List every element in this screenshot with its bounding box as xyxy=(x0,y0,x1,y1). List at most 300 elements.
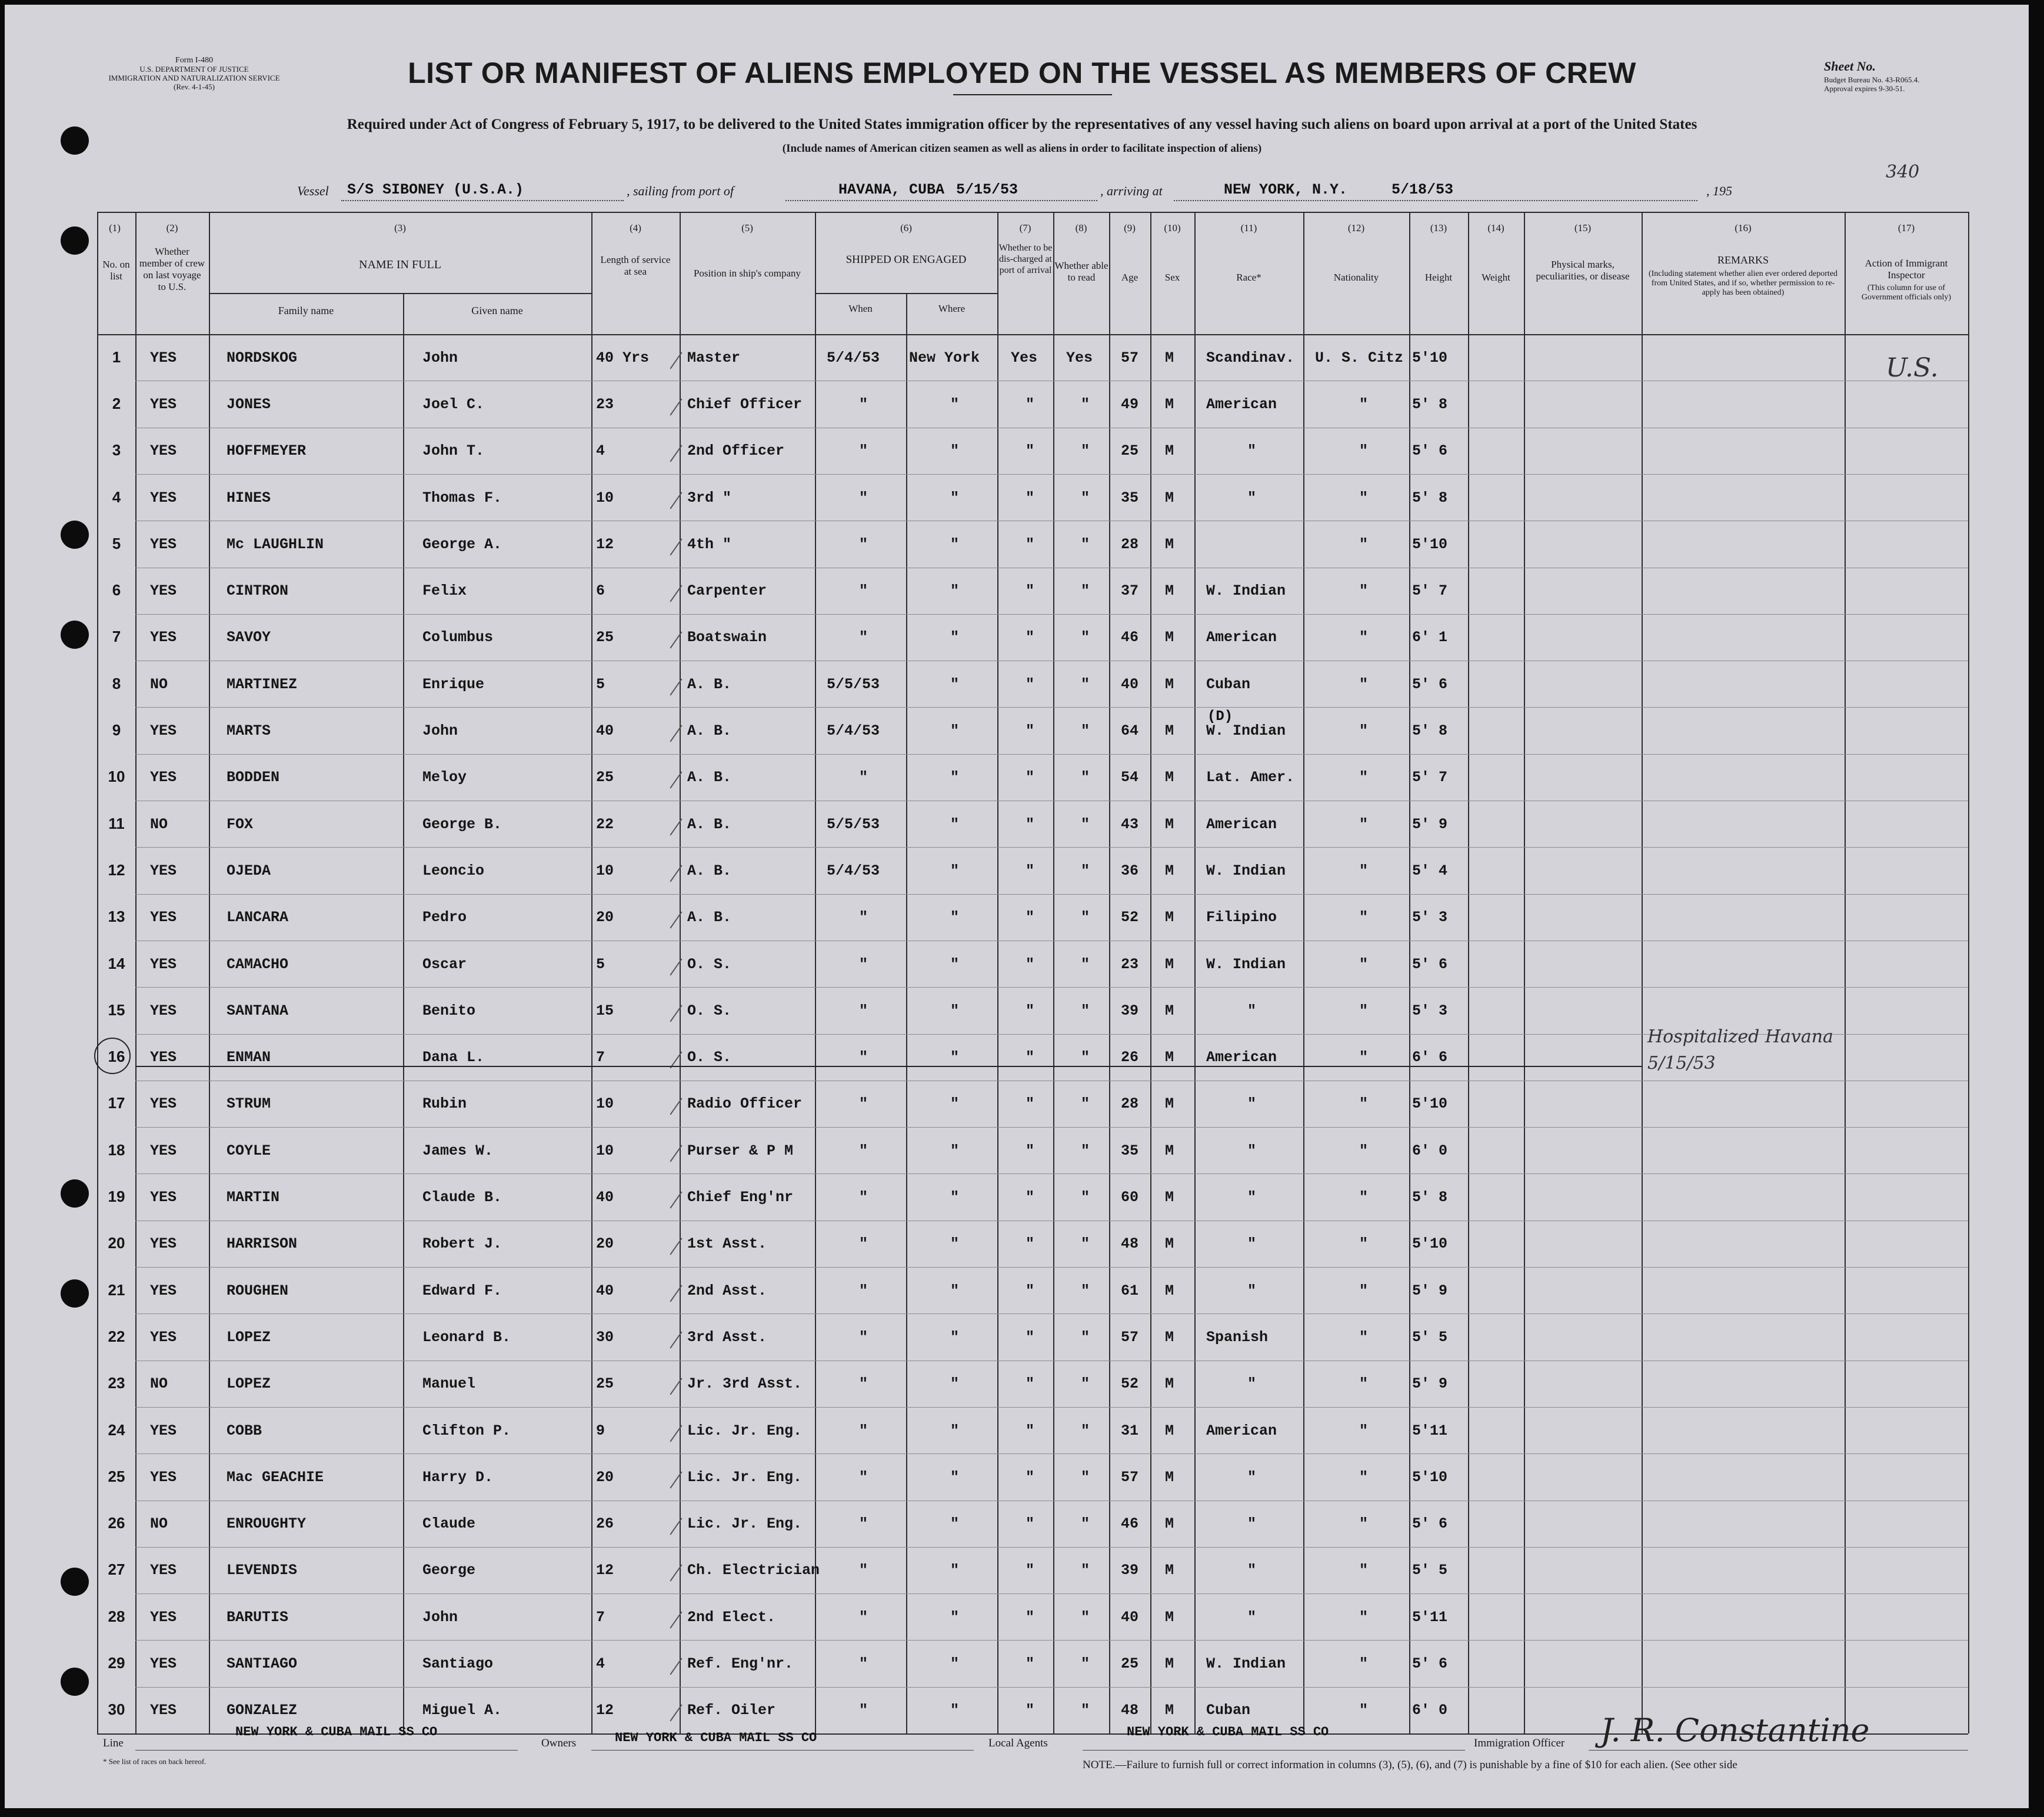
row-number: 17 xyxy=(108,1094,125,1112)
cell-age: 31 xyxy=(1121,1422,1139,1439)
cell-shipped-when: " xyxy=(859,1422,868,1439)
cell-given-name: Pedro xyxy=(422,909,467,926)
cell-position: Chief Eng'nr xyxy=(687,1189,794,1206)
cell-family-name: LOPEZ xyxy=(227,1329,271,1346)
col-6-number: (6) xyxy=(900,222,912,234)
cell-given-name: George B. xyxy=(422,816,502,833)
cell-position: Carpenter xyxy=(687,582,767,599)
arriving-at-label: , arriving at xyxy=(1100,184,1163,198)
remarks-row16-line2: 5/15/53 xyxy=(1647,1053,1716,1073)
cell-race: " xyxy=(1247,489,1257,506)
cell-shipped-when: 5/5/53 xyxy=(827,676,880,693)
cell-service-length: 10 xyxy=(596,489,614,506)
cell-shipped-when: " xyxy=(859,1562,868,1579)
cell-race: " xyxy=(1247,1002,1257,1019)
cell-shipped-when: " xyxy=(859,1095,868,1112)
cell-age: 48 xyxy=(1121,1235,1139,1252)
cell-given-name: Claude xyxy=(422,1515,476,1532)
cell-sex: M xyxy=(1165,489,1174,506)
cell-height: 5' 8 xyxy=(1412,489,1448,506)
cell-able-to-read: " xyxy=(1081,1562,1090,1579)
header-height: Height xyxy=(1424,272,1453,283)
cell-given-name: John T. xyxy=(422,442,485,459)
cell-service-length: 4 xyxy=(596,442,605,459)
row-number: 25 xyxy=(108,1468,125,1485)
cell-crew-last-voyage: YES xyxy=(150,1609,177,1626)
cell-able-to-read: " xyxy=(1081,1235,1090,1252)
cell-crew-last-voyage: NO xyxy=(150,816,168,833)
row-rule xyxy=(135,894,1968,895)
cell-given-name: Dana L. xyxy=(422,1049,485,1066)
punch-hole xyxy=(61,226,89,255)
footer-owners-label: Owners xyxy=(541,1737,577,1749)
row-number: 7 xyxy=(112,628,121,645)
cell-age: 60 xyxy=(1121,1189,1139,1206)
cell-age: 57 xyxy=(1121,349,1139,366)
col-16-number: (16) xyxy=(1735,222,1752,234)
cell-given-name: Manuel xyxy=(422,1375,476,1392)
cell-race: " xyxy=(1247,1189,1257,1206)
cell-race: " xyxy=(1247,1095,1257,1112)
col-7-number: (7) xyxy=(1019,222,1031,234)
cell-able-to-read: " xyxy=(1081,396,1090,413)
cell-height: 5'10 xyxy=(1412,536,1448,553)
row-rule xyxy=(135,1547,1968,1548)
cell-nationality: " xyxy=(1359,1189,1369,1206)
header-sex: Sex xyxy=(1164,272,1180,283)
cell-able-to-read: " xyxy=(1081,1095,1090,1112)
punch-hole xyxy=(61,1279,89,1308)
header-position: Position in ship's company xyxy=(693,268,801,279)
cell-age: 57 xyxy=(1121,1469,1139,1486)
cell-race: Filipino xyxy=(1206,909,1277,926)
row-rule xyxy=(135,754,1968,755)
cell-shipped-when: " xyxy=(859,1235,868,1252)
row-number: 4 xyxy=(112,488,121,506)
cell-shipped-where: " xyxy=(950,1189,960,1206)
header-no-on-list: No. on list xyxy=(102,259,130,282)
header-shipped-engaged: SHIPPED OR ENGAGED xyxy=(845,254,967,266)
cell-position: 3rd Asst. xyxy=(687,1329,767,1346)
column-divider xyxy=(1409,212,1410,1733)
cell-race: " xyxy=(1247,1235,1257,1252)
cell-given-name: John xyxy=(422,1609,458,1626)
cell-position: Ref. Eng'nr. xyxy=(687,1655,794,1672)
header-when: When xyxy=(848,303,873,314)
cell-age: 48 xyxy=(1121,1702,1139,1719)
col-4-number: (4) xyxy=(630,222,641,234)
cell-height: 5' 9 xyxy=(1412,1282,1448,1299)
row-number: 5 xyxy=(112,535,121,552)
cell-height: 5' 5 xyxy=(1412,1562,1448,1579)
row-rule xyxy=(135,1127,1968,1128)
cell-able-to-read: " xyxy=(1081,1609,1090,1626)
cell-position: 1st Asst. xyxy=(687,1235,767,1252)
cell-sex: M xyxy=(1165,349,1174,366)
cell-given-name: John xyxy=(422,722,458,739)
cell-service-length: 5 xyxy=(596,956,605,973)
column-divider xyxy=(997,212,998,1733)
cell-shipped-when: " xyxy=(859,1329,868,1346)
cell-nationality: " xyxy=(1359,1329,1369,1346)
column-divider xyxy=(135,212,137,1733)
cell-nationality: " xyxy=(1359,909,1369,926)
row-number: 12 xyxy=(108,861,125,879)
cell-family-name: ENROUGHTY xyxy=(227,1515,307,1532)
cell-position: Lic. Jr. Eng. xyxy=(687,1515,803,1532)
cell-height: 5'10 xyxy=(1412,349,1448,366)
cell-race: Cuban xyxy=(1206,1702,1251,1719)
form-number: Form I-480 xyxy=(175,56,214,65)
cell-race: Cuban xyxy=(1206,676,1251,693)
row-number: 14 xyxy=(108,955,125,972)
cell-height: 5' 8 xyxy=(1412,1189,1448,1206)
cell-discharged: " xyxy=(1026,816,1035,833)
cell-able-to-read: " xyxy=(1081,956,1090,973)
cell-given-name: Enrique xyxy=(422,676,485,693)
department-name: U.S. DEPARTMENT OF JUSTICE xyxy=(139,65,249,74)
cell-able-to-read: " xyxy=(1081,676,1090,693)
cell-able-to-read: " xyxy=(1081,769,1090,786)
cell-shipped-where: New York xyxy=(909,349,980,366)
cell-given-name: Edward F. xyxy=(422,1282,502,1299)
cell-shipped-when: " xyxy=(859,536,868,553)
cell-able-to-read: " xyxy=(1081,1655,1090,1672)
column-divider xyxy=(906,293,907,1733)
footer-line-label: Line xyxy=(103,1737,124,1749)
cell-sex: M xyxy=(1165,816,1174,833)
cell-nationality: " xyxy=(1359,396,1369,413)
header-weight: Weight xyxy=(1482,272,1510,283)
document-title: LIST OR MANIFEST OF ALIENS EMPLOYED ON THE VESSEL AS MEMBERS OF CREW xyxy=(408,56,1636,89)
cell-race: Spanish xyxy=(1206,1329,1269,1346)
cell-service-length: 30 xyxy=(596,1329,614,1346)
cell-age: 46 xyxy=(1121,629,1139,646)
cell-crew-last-voyage: YES xyxy=(150,1329,177,1346)
cell-nationality: " xyxy=(1359,1049,1369,1066)
cell-height: 6' 6 xyxy=(1412,1049,1448,1066)
cell-family-name: NORDSKOG xyxy=(227,349,298,366)
col-17-number: (17) xyxy=(1897,222,1915,234)
cell-able-to-read: " xyxy=(1081,582,1090,599)
cell-family-name: SAVOY xyxy=(227,629,271,646)
footer-officer-rule xyxy=(1589,1750,1968,1751)
cell-position: Master xyxy=(687,349,741,366)
column-divider xyxy=(1968,212,1969,1733)
cell-given-name: Clifton P. xyxy=(422,1422,511,1439)
cell-sex: M xyxy=(1165,1282,1174,1299)
cell-position: A. B. xyxy=(687,816,732,833)
cell-discharged: " xyxy=(1026,1375,1035,1392)
cell-discharged: " xyxy=(1026,1422,1035,1439)
cell-shipped-when: " xyxy=(859,1609,868,1626)
row-number: 10 xyxy=(108,768,125,785)
row-number: 19 xyxy=(108,1188,125,1205)
cell-age: 26 xyxy=(1121,1049,1139,1066)
cell-race: Lat. Amer. xyxy=(1206,769,1295,786)
cell-height: 5'10 xyxy=(1412,1095,1448,1112)
cell-service-length: 25 xyxy=(596,1375,614,1392)
cell-shipped-when: 5/4/53 xyxy=(827,722,880,739)
cell-service-length: 20 xyxy=(596,1235,614,1252)
cell-shipped-where: " xyxy=(950,629,960,646)
cell-shipped-when: " xyxy=(859,489,868,506)
cell-age: 28 xyxy=(1121,536,1139,553)
cell-race: W. Indian xyxy=(1206,722,1286,739)
cell-sex: M xyxy=(1165,1655,1174,1672)
cell-discharged: " xyxy=(1026,1329,1035,1346)
cell-sex: M xyxy=(1165,1562,1174,1579)
cell-crew-last-voyage: YES xyxy=(150,1235,177,1252)
cell-crew-last-voyage: YES xyxy=(150,349,177,366)
cell-position: 2nd Asst. xyxy=(687,1282,767,1299)
cell-position: Lic. Jr. Eng. xyxy=(687,1469,803,1486)
cell-crew-last-voyage: NO xyxy=(150,1515,168,1532)
col-10-number: (10) xyxy=(1164,222,1181,234)
cell-able-to-read: " xyxy=(1081,489,1090,506)
cell-crew-last-voyage: YES xyxy=(150,1002,177,1019)
table-header-bottom xyxy=(97,334,1968,335)
cell-discharged: " xyxy=(1026,1655,1035,1672)
column-divider xyxy=(97,212,98,1733)
cell-given-name: George A. xyxy=(422,536,502,553)
cell-sex: M xyxy=(1165,676,1174,693)
cell-service-length: 26 xyxy=(596,1515,614,1532)
cell-able-to-read: " xyxy=(1081,1002,1090,1019)
cell-service-length: 10 xyxy=(596,862,614,879)
cell-race: American xyxy=(1206,816,1277,833)
cell-nationality: " xyxy=(1359,1422,1369,1439)
cell-crew-last-voyage: YES xyxy=(150,956,177,973)
column-divider xyxy=(591,212,592,1733)
cell-sex: M xyxy=(1165,769,1174,786)
cell-age: 57 xyxy=(1121,1329,1139,1346)
cell-family-name: SANTANA xyxy=(227,1002,289,1019)
cell-age: 49 xyxy=(1121,396,1139,413)
cell-discharged: " xyxy=(1026,862,1035,879)
header-crew-last-voyage: Whether member of crew on last voyage to U.S. xyxy=(139,246,205,292)
footer-line-value: NEW YORK & CUBA MAIL SS CO xyxy=(235,1725,438,1739)
approval-expiry: Approval expires 9-30-51. xyxy=(1824,84,1905,93)
cell-crew-last-voyage: YES xyxy=(150,1562,177,1579)
cell-shipped-where: " xyxy=(950,1002,960,1019)
cell-crew-last-voyage: YES xyxy=(150,629,177,646)
cell-shipped-when: " xyxy=(859,909,868,926)
row-number: 11 xyxy=(108,815,125,832)
cell-able-to-read: " xyxy=(1081,1515,1090,1532)
cell-service-length: 40 Yrs xyxy=(596,349,650,366)
cell-discharged: " xyxy=(1026,722,1035,739)
cell-race: W. Indian xyxy=(1206,1655,1286,1672)
cell-position: O. S. xyxy=(687,1049,732,1066)
cell-race: " xyxy=(1247,1282,1257,1299)
cell-position: A. B. xyxy=(687,909,732,926)
cell-shipped-where: " xyxy=(950,442,960,459)
cell-service-length: 9 xyxy=(596,1422,605,1439)
cell-sex: M xyxy=(1165,1469,1174,1486)
cell-position: A. B. xyxy=(687,722,732,739)
cell-crew-last-voyage: YES xyxy=(150,1282,177,1299)
service-name: IMMIGRATION AND NATURALIZATION SERVICE xyxy=(108,74,280,82)
column-divider xyxy=(209,212,210,1733)
cell-family-name: CAMACHO xyxy=(227,956,289,973)
cell-service-length: 20 xyxy=(596,1469,614,1486)
cell-race: " xyxy=(1247,1562,1257,1579)
sheet-number-label: Sheet No. xyxy=(1824,59,1876,74)
cell-discharged: " xyxy=(1026,909,1035,926)
cell-sex: M xyxy=(1165,956,1174,973)
cell-able-to-read: " xyxy=(1081,629,1090,646)
cell-family-name: COYLE xyxy=(227,1142,271,1159)
cell-shipped-when: " xyxy=(859,1375,868,1392)
cell-crew-last-voyage: YES xyxy=(150,862,177,879)
name-subheader-line xyxy=(209,293,591,294)
cell-crew-last-voyage: YES xyxy=(150,442,177,459)
header-nationality: Nationality xyxy=(1333,272,1379,283)
cell-given-name: Rubin xyxy=(422,1095,467,1112)
footer-races-note: * See list of races on back hereof. xyxy=(103,1757,207,1766)
cell-shipped-where: " xyxy=(950,722,960,739)
footer-line-rule xyxy=(135,1750,518,1751)
row-number: 22 xyxy=(108,1328,125,1345)
col-9-number: (9) xyxy=(1124,222,1136,234)
cell-family-name: CINTRON xyxy=(227,582,289,599)
row-number: 21 xyxy=(108,1281,125,1299)
cell-service-length: 6 xyxy=(596,582,605,599)
cell-crew-last-voyage: YES xyxy=(150,769,177,786)
footer-agents-label: Local Agents xyxy=(988,1737,1048,1749)
header-length-service: Length of service at sea xyxy=(600,254,671,277)
cell-position: Lic. Jr. Eng. xyxy=(687,1422,803,1439)
header-discharged: Whether to be dis-charged at port of arrival xyxy=(998,243,1053,275)
cell-sex: M xyxy=(1165,1515,1174,1532)
cell-family-name: BARUTIS xyxy=(227,1609,289,1626)
cell-height: 5' 6 xyxy=(1412,442,1448,459)
cell-sex: M xyxy=(1165,396,1174,413)
cell-service-length: 40 xyxy=(596,1282,614,1299)
cell-able-to-read: " xyxy=(1081,816,1090,833)
cell-service-length: 40 xyxy=(596,1189,614,1206)
cell-given-name: Leonard B. xyxy=(422,1329,511,1346)
cell-given-name: George xyxy=(422,1562,476,1579)
cell-shipped-where: " xyxy=(950,1235,960,1252)
cell-given-name: James W. xyxy=(422,1142,494,1159)
col-3-number: (3) xyxy=(394,222,406,234)
vessel-dotline xyxy=(341,200,624,201)
cell-service-length: 23 xyxy=(596,396,614,413)
cell-age: 52 xyxy=(1121,909,1139,926)
inspector-mark-row1: U.S. xyxy=(1886,353,1939,383)
cell-shipped-when: " xyxy=(859,1142,868,1159)
cell-sex: M xyxy=(1165,722,1174,739)
row-number: 3 xyxy=(112,441,121,459)
cell-age: 36 xyxy=(1121,862,1139,879)
cell-crew-last-voyage: YES xyxy=(150,396,177,413)
cell-able-to-read: Yes xyxy=(1066,349,1093,366)
cell-able-to-read: " xyxy=(1081,536,1090,553)
punch-hole xyxy=(61,521,89,549)
col-8-number: (8) xyxy=(1075,222,1087,234)
cell-family-name: OJEDA xyxy=(227,862,271,879)
cell-race: Scandinav. xyxy=(1206,349,1295,366)
cell-height: 5'11 xyxy=(1412,1422,1448,1439)
cell-height: 5'11 xyxy=(1412,1609,1448,1626)
cell-sex: M xyxy=(1165,442,1174,459)
cell-family-name: MARTIN xyxy=(227,1189,280,1206)
cell-able-to-read: " xyxy=(1081,1142,1090,1159)
row-number: 13 xyxy=(108,908,125,925)
immigration-officer-signature: J. R. Constantine xyxy=(1600,1712,1870,1749)
cell-age: 43 xyxy=(1121,816,1139,833)
row-number: 9 xyxy=(112,721,121,739)
cell-shipped-when: " xyxy=(859,582,868,599)
cell-shipped-where: " xyxy=(950,1655,960,1672)
cell-given-name: Thomas F. xyxy=(422,489,502,506)
col-15-number: (15) xyxy=(1574,222,1592,234)
cell-shipped-where: " xyxy=(950,536,960,553)
cell-shipped-where: " xyxy=(950,489,960,506)
row-number: 1 xyxy=(112,348,121,366)
col-2-number: (2) xyxy=(166,222,178,234)
column-divider xyxy=(1303,212,1304,1733)
cell-nationality: " xyxy=(1359,442,1369,459)
punch-hole xyxy=(61,621,89,649)
row-rule xyxy=(135,474,1968,475)
cell-shipped-where: " xyxy=(950,1609,960,1626)
header-remarks-sub: (Including statement whether alien ever ordered deported from United States, and if so, whether permission to re-apply has been obtained) xyxy=(1648,269,1838,297)
form-revision: (Rev. 4-1-45) xyxy=(174,82,215,91)
cell-discharged: " xyxy=(1026,769,1035,786)
cell-crew-last-voyage: YES xyxy=(150,536,177,553)
cell-sex: M xyxy=(1165,1702,1174,1719)
footer-agents-rule xyxy=(1083,1750,1465,1751)
cell-service-length: 22 xyxy=(596,816,614,833)
cell-discharged: " xyxy=(1026,396,1035,413)
header-age: Age xyxy=(1121,272,1138,283)
punch-hole xyxy=(61,1668,89,1696)
cell-age: 23 xyxy=(1121,956,1139,973)
row-rule xyxy=(135,1640,1968,1641)
cell-able-to-read: " xyxy=(1081,862,1090,879)
row-number: 30 xyxy=(108,1701,125,1718)
cell-height: 5' 6 xyxy=(1412,1655,1448,1672)
cell-sex: M xyxy=(1165,1375,1174,1392)
circled-row-16-mark xyxy=(93,1036,132,1075)
cell-nationality: " xyxy=(1359,1515,1369,1532)
cell-nationality: " xyxy=(1359,956,1369,973)
cell-shipped-where: " xyxy=(950,909,960,926)
cell-family-name: Mc LAUGHLIN xyxy=(227,536,324,553)
cell-nationality: U. S. Citz xyxy=(1315,349,1404,366)
cell-nationality: " xyxy=(1359,1235,1369,1252)
row-rule xyxy=(135,1267,1968,1268)
cell-shipped-where: " xyxy=(950,769,960,786)
cell-shipped-when: " xyxy=(859,1189,868,1206)
cell-age: 46 xyxy=(1121,1515,1139,1532)
column-divider xyxy=(1468,212,1469,1733)
cell-age: 39 xyxy=(1121,1002,1139,1019)
cell-nationality: " xyxy=(1359,862,1369,879)
row-number: 27 xyxy=(108,1561,125,1578)
cell-height: 5' 8 xyxy=(1412,396,1448,413)
cell-given-name: John xyxy=(422,349,458,366)
cell-shipped-when: " xyxy=(859,1469,868,1486)
cell-sex: M xyxy=(1165,1049,1174,1066)
cell-shipped-where: " xyxy=(950,582,960,599)
cell-crew-last-voyage: YES xyxy=(150,1189,177,1206)
cell-sex: M xyxy=(1165,1609,1174,1626)
cell-shipped-where: " xyxy=(950,1142,960,1159)
